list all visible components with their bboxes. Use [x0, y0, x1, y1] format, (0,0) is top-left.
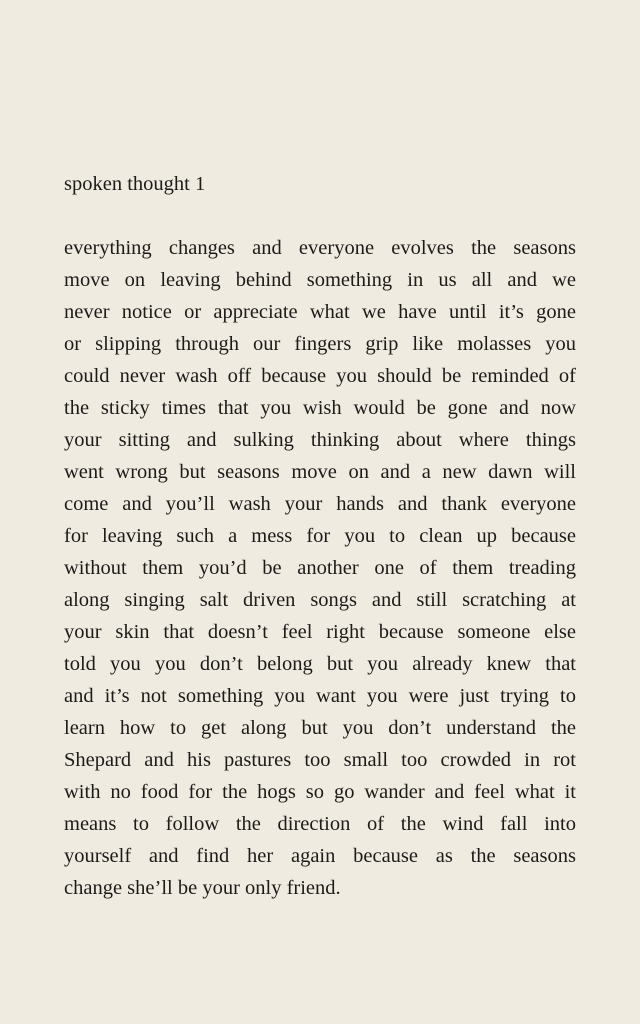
poem-line: the sticky times that you wish would be gone and now — [64, 397, 576, 419]
poem-line: your sitting and sulking thinking about where things — [64, 429, 576, 451]
poem-line: without them you’d be another one of them treading — [64, 557, 576, 579]
poem-line: went wrong but seasons move on and a new dawn will — [64, 461, 576, 483]
poem-line: come and you’ll wash your hands and thank everyone — [64, 493, 576, 515]
poem-line: or slipping through our fingers grip like molasses you — [64, 333, 576, 355]
poem-line: told you you don’t belong but you already knew that — [64, 653, 576, 675]
poem-line: change she’ll be your only friend. — [64, 877, 341, 899]
poem-line: with no food for the hogs so go wander and feel what it — [64, 781, 576, 803]
poem-line: and it’s not something you want you were just trying to — [64, 685, 576, 707]
poem-line: for leaving such a mess for you to clean up because — [64, 525, 576, 547]
page — [64, 0, 576, 1024]
poem-line: learn how to get along but you don’t understand the — [64, 717, 576, 739]
poem-line: your skin that doesn’t feel right because someone else — [64, 621, 576, 643]
poem-line: could never wash off because you should be reminded of — [64, 365, 576, 387]
poem-line: means to follow the direction of the wind fall into — [64, 813, 576, 835]
poem-line: move on leaving behind something in us all and we — [64, 269, 576, 291]
poem-line: never notice or appreciate what we have until it’s gone — [64, 301, 576, 323]
poem-line: yourself and find her again because as the seasons — [64, 845, 576, 867]
poem-title: spoken thought 1 — [64, 173, 206, 195]
poem-line: along singing salt driven songs and still scratching at — [64, 589, 576, 611]
poem-line: everything changes and everyone evolves the seasons — [64, 237, 576, 259]
poem-line: Shepard and his pastures too small too crowded in rot — [64, 749, 576, 771]
poem-body — [64, 234, 576, 906]
